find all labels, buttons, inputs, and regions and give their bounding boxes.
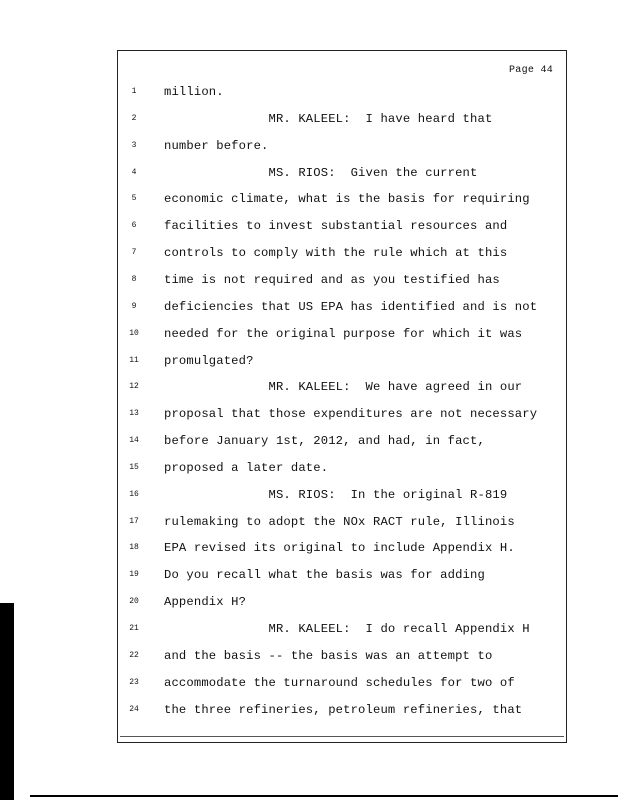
line-number: 4 [131,167,137,177]
transcript-line-text: the three refineries, petroleum refineries, that [164,702,523,717]
transcript-line-text: promulgated? [164,353,254,368]
line-number: 13 [129,409,139,419]
transcript-line-text: accommodate the turnaround schedules for two of [164,675,515,690]
line-number: 14 [129,436,139,446]
transcript-line-text: facilities to invest substantial resources and [164,219,508,234]
line-number: 15 [129,462,139,472]
transcript-line-text: MS. RIOS: Given the current [164,165,478,180]
line-number: 8 [131,274,137,284]
transcript-line-text: Appendix H? [164,595,247,610]
line-number: 5 [131,194,137,204]
transcript-line-text: needed for the original purpose for which it was [164,326,523,341]
line-number: 9 [131,301,137,311]
line-number: 16 [129,489,139,499]
transcript-line-text: proposal that those expenditures are not necessary [164,407,538,422]
line-number: 1 [131,87,137,96]
transcript-line-text: MR. KALEEL: I do recall Appendix H [164,622,530,636]
line-number: 6 [131,221,137,231]
line-number: 11 [129,355,139,365]
line-number: 20 [129,597,139,607]
transcript-page-border [117,50,567,743]
scan-edge-bar [0,603,14,800]
transcript-line-text: Do you recall what the basis was for adding [164,568,485,583]
transcript-line-text: million. [164,85,224,99]
transcript-line-text: before January 1st, 2012, and had, in fact, [164,434,485,449]
page-number: Page 44 [509,65,554,76]
line-number: 17 [129,516,139,526]
transcript-line-text: MS. RIOS: In the original R-819 [164,487,508,502]
line-number: 21 [129,624,139,633]
line-number: 3 [131,140,137,150]
line-number: 12 [129,382,139,392]
page-bottom-rule [120,736,564,737]
line-number: 22 [129,650,139,660]
transcript-line-text: rulemaking to adopt the NOx RACT rule, Illinois [164,514,515,529]
scan-bottom-rule [30,795,618,797]
transcript-line-text: proposed a later date. [164,460,329,475]
transcript-line-text: deficiencies that US EPA has identified and is not [164,299,538,314]
transcript-line-text: time is not required and as you testified has [164,272,500,287]
transcript-line-text: economic climate, what is the basis for requiring [164,192,530,207]
transcript-line-text: EPA revised its original to include Appendix H. [164,541,515,556]
line-number: 10 [129,328,139,338]
line-number: 24 [129,704,139,714]
transcript-line-text: MR. KALEEL: I have heard that [164,111,493,126]
transcript-line-text: number before. [164,138,269,153]
line-number: 18 [129,543,139,553]
line-number: 2 [131,113,137,123]
line-number: 23 [129,677,139,687]
transcript-line-text: and the basis -- the basis was an attempt to [164,648,493,663]
line-number: 19 [129,570,139,580]
transcript-line-text: controls to comply with the rule which at this [164,246,508,261]
line-number: 7 [131,248,137,258]
transcript-line-text: MR. KALEEL: We have agreed in our [164,380,523,395]
